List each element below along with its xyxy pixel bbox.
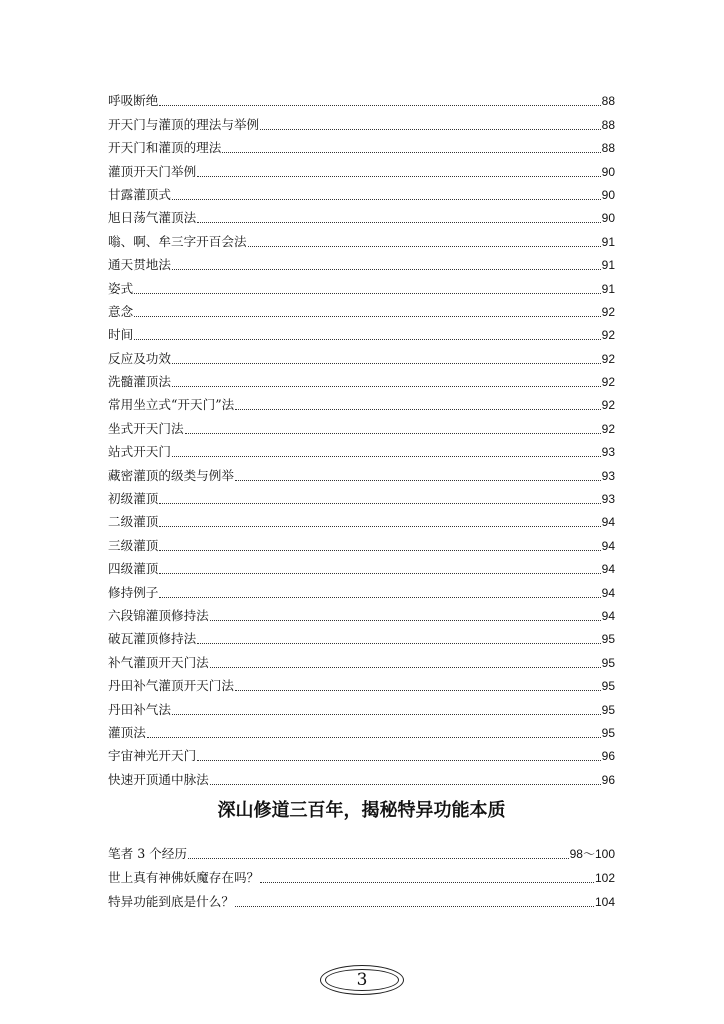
dot-leader	[210, 620, 601, 621]
toc-entry-title: 时间	[108, 327, 134, 343]
toc-entry-title: 意念	[108, 303, 134, 319]
dot-leader	[235, 480, 601, 481]
toc-entry[interactable]	[108, 203, 615, 226]
dot-leader	[159, 597, 600, 598]
toc-entry-page: 93	[601, 445, 615, 460]
dot-leader	[210, 784, 601, 785]
dot-leader	[134, 316, 600, 317]
toc-entry-title: 坐式开天门法	[108, 420, 184, 436]
toc-entry-title: 旭日荡气灌顶法	[108, 210, 197, 226]
toc-entry-page: 92	[601, 304, 615, 319]
toc-entry[interactable]	[108, 86, 615, 109]
toc-entry-title: 嗡、啊、牟三字开百会法	[108, 233, 247, 249]
toc-entry[interactable]	[108, 460, 615, 483]
toc-entry-page: 94	[601, 515, 615, 530]
toc-entry-title: 三级灌顶	[108, 537, 159, 553]
toc-entry-page: 94	[601, 608, 615, 623]
dot-leader	[210, 667, 601, 668]
toc-entry[interactable]	[108, 554, 615, 577]
toc-entry[interactable]	[108, 507, 615, 530]
toc-entry-page: 90	[601, 211, 615, 226]
toc-entry-title: 开天门与灌顶的理法与举例	[108, 116, 260, 132]
toc-entry[interactable]	[108, 367, 615, 390]
toc-entry-title: 开天门和灌顶的理法	[108, 140, 222, 156]
toc-entry-page: 93	[601, 492, 615, 507]
toc-entry-title: 甘露灌顶式	[108, 186, 171, 202]
dot-leader	[235, 409, 600, 410]
toc-entry[interactable]	[108, 437, 615, 460]
dot-leader	[222, 152, 600, 153]
toc-entry[interactable]	[108, 530, 615, 553]
toc-entry-title: 通天贯地法	[108, 257, 171, 273]
toc-entry[interactable]	[108, 741, 615, 764]
dot-leader	[260, 129, 601, 130]
toc-entry-page: 98～100	[569, 847, 615, 861]
toc-entry-page: 91	[601, 258, 615, 273]
toc-entry[interactable]	[108, 133, 615, 156]
toc-entry-page: 92	[601, 421, 615, 436]
dot-leader	[172, 363, 601, 364]
toc-entry-title: 破瓦灌顶修持法	[108, 631, 197, 647]
dot-leader	[235, 690, 601, 691]
dot-leader	[172, 199, 601, 200]
toc-entry-page: 96	[601, 772, 615, 787]
page-number-badge	[320, 965, 404, 995]
dot-leader	[159, 573, 600, 574]
toc-entry-page: 92	[601, 328, 615, 343]
toc-entry-page: 94	[601, 585, 615, 600]
dot-leader	[197, 643, 600, 644]
toc-entry[interactable]	[108, 390, 615, 413]
toc-entry-title: 修持例子	[108, 584, 159, 600]
toc-entry-page: 91	[601, 281, 615, 296]
dot-leader	[172, 714, 601, 715]
toc-entry-page: 88	[601, 117, 615, 132]
toc-entry-page: 92	[601, 398, 615, 413]
toc-entry-title: 六段锦灌顶修持法	[108, 607, 209, 623]
toc-entry[interactable]	[108, 886, 615, 910]
toc-entry[interactable]	[108, 862, 615, 886]
toc-entry-page: 88	[601, 141, 615, 156]
page-number-oval	[325, 969, 399, 991]
page-number: 3	[356, 970, 368, 990]
toc-entry-page: 95	[601, 725, 615, 740]
toc-entry-page: 91	[601, 234, 615, 249]
toc-entry-page: 93	[601, 468, 615, 483]
toc-entry-title: 补气灌顶开天门法	[108, 654, 209, 670]
dot-leader	[134, 339, 600, 340]
toc-entry-page: 90	[601, 187, 615, 202]
toc-entry[interactable]	[108, 694, 615, 717]
dot-leader	[172, 386, 601, 387]
toc-entry-title: 特异功能到底是什么？	[108, 894, 234, 909]
table-of-contents	[108, 86, 615, 788]
toc-entry-page: 95	[601, 702, 615, 717]
dot-leader	[159, 526, 600, 527]
toc-entry-title: 丹田补气法	[108, 701, 171, 717]
dot-leader	[147, 737, 601, 738]
toc-entry[interactable]	[108, 624, 615, 647]
toc-entry[interactable]	[108, 601, 615, 624]
dot-leader	[172, 456, 601, 457]
dot-leader	[159, 550, 600, 551]
toc-entry-title: 藏密灌顶的级类与例举	[108, 467, 234, 483]
toc-entry[interactable]	[108, 226, 615, 249]
toc-entry[interactable]	[108, 484, 615, 507]
section-toc	[108, 838, 615, 910]
toc-entry-page: 94	[601, 562, 615, 577]
dot-leader	[197, 222, 600, 223]
dot-leader	[159, 105, 600, 106]
toc-entry[interactable]	[108, 647, 615, 670]
toc-entry-title: 世上真有神佛妖魔存在吗？	[108, 870, 260, 885]
toc-entry[interactable]	[108, 250, 615, 273]
toc-entry-page: 104	[594, 895, 615, 909]
toc-entry-page: 96	[601, 749, 615, 764]
toc-entry[interactable]	[108, 838, 615, 862]
toc-entry[interactable]	[108, 109, 615, 132]
toc-entry-title: 初级灌顶	[108, 491, 159, 507]
dot-leader	[197, 176, 600, 177]
toc-entry[interactable]	[108, 718, 615, 741]
toc-entry-title: 四级灌顶	[108, 561, 159, 577]
toc-entry[interactable]	[108, 180, 615, 203]
toc-entry-page: 95	[601, 632, 615, 647]
toc-entry[interactable]	[108, 156, 615, 179]
dot-leader	[248, 246, 601, 247]
toc-entry-page: 92	[601, 351, 615, 366]
dot-leader	[159, 503, 600, 504]
toc-entry[interactable]	[108, 413, 615, 436]
toc-entry-title: 二级灌顶	[108, 514, 159, 530]
toc-entry-title: 洗髓灌顶法	[108, 374, 171, 390]
section-heading: 深山修道三百年，揭秘特异功能本质	[217, 800, 506, 821]
dot-leader	[134, 293, 600, 294]
toc-entry-page: 95	[601, 655, 615, 670]
toc-entry-title: 灌顶法	[108, 724, 146, 740]
toc-entry-title: 灌顶开天门举例	[108, 163, 197, 179]
dot-leader	[235, 906, 594, 907]
dot-leader	[188, 858, 569, 859]
dot-leader	[172, 269, 601, 270]
toc-entry-title: 常用坐立式“开天门”法	[108, 397, 235, 413]
toc-entry-page: 92	[601, 375, 615, 390]
toc-entry-title: 站式开天门	[108, 444, 171, 460]
toc-entry-page: 95	[601, 679, 615, 694]
dot-leader	[260, 882, 594, 883]
toc-entry[interactable]	[108, 671, 615, 694]
toc-entry[interactable]	[108, 343, 615, 366]
toc-entry[interactable]	[108, 273, 615, 296]
toc-entry[interactable]	[108, 764, 615, 787]
toc-entry-page: 94	[601, 538, 615, 553]
toc-entry-page: 90	[601, 164, 615, 179]
toc-entry-title: 丹田补气灌顶开天门法	[108, 678, 234, 694]
toc-entry[interactable]	[108, 320, 615, 343]
toc-entry-page: 102	[594, 871, 615, 885]
toc-entry-title: 笔者 3 个经历	[108, 846, 187, 861]
toc-entry-title: 快速开顶通中脉法	[108, 771, 209, 787]
dot-leader	[185, 433, 601, 434]
toc-entry-page: 88	[601, 94, 615, 109]
toc-entry[interactable]	[108, 577, 615, 600]
toc-entry[interactable]	[108, 297, 615, 320]
toc-entry-title: 反应及功效	[108, 350, 171, 366]
toc-entry-title: 宇宙神光开天门	[108, 748, 197, 764]
toc-entry-title: 姿式	[108, 280, 134, 296]
dot-leader	[197, 760, 600, 761]
toc-entry-title: 呼吸断绝	[108, 93, 159, 109]
